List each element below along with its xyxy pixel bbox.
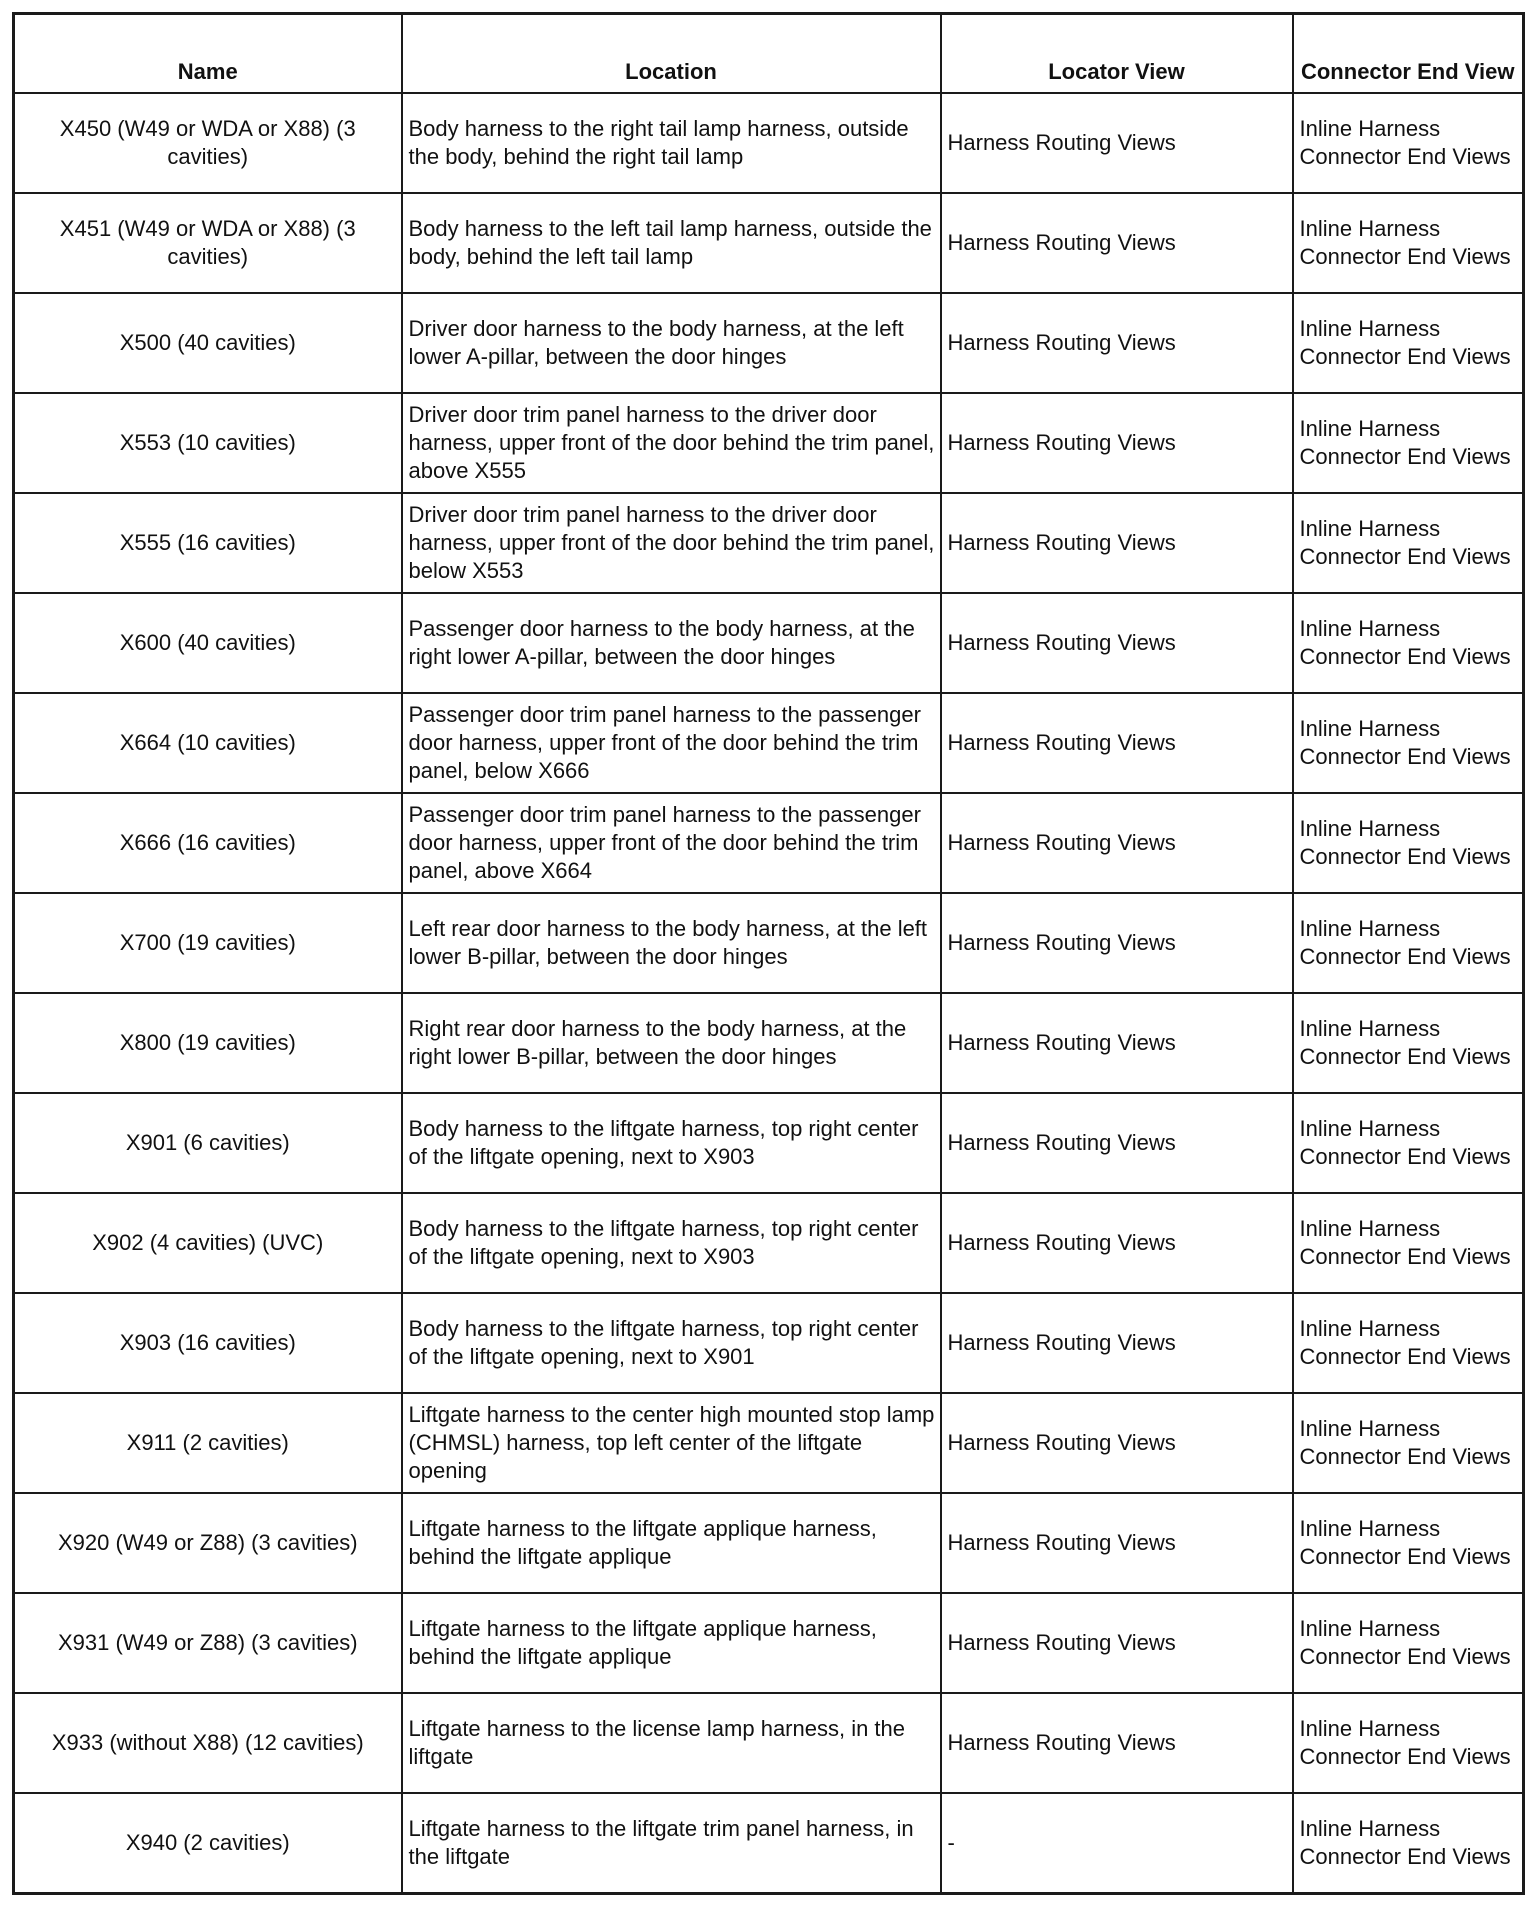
cell-location: Passenger door trim panel harness to the passenger door harness, upper front of the door behind the trim panel, above X664	[402, 793, 941, 893]
cell-locator-view: Harness Routing Views	[941, 1693, 1293, 1793]
table-row	[14, 993, 1524, 1093]
table-row	[14, 1093, 1524, 1193]
cell-name: X903 (16 cavities)	[14, 1293, 402, 1393]
cell-connector-end-view: Inline Harness Connector End Views	[1293, 1393, 1524, 1493]
table-row	[14, 1793, 1524, 1894]
cell-location: Driver door harness to the body harness, at the left lower A-pillar, between the door hinges	[402, 293, 941, 393]
table-row	[14, 1193, 1524, 1293]
table-row	[14, 193, 1524, 293]
cell-locator-view: Harness Routing Views	[941, 93, 1293, 193]
table-row	[14, 693, 1524, 793]
cell-connector-end-view: Inline Harness Connector End Views	[1293, 693, 1524, 793]
cell-locator-view: Harness Routing Views	[941, 1293, 1293, 1393]
cell-name: X902 (4 cavities) (UVC)	[14, 1193, 402, 1293]
header-name: Name	[14, 14, 402, 94]
cell-locator-view: Harness Routing Views	[941, 1393, 1293, 1493]
cell-name: X940 (2 cavities)	[14, 1793, 402, 1894]
cell-connector-end-view: Inline Harness Connector End Views	[1293, 493, 1524, 593]
cell-locator-view: Harness Routing Views	[941, 1493, 1293, 1593]
cell-location: Passenger door trim panel harness to the passenger door harness, upper front of the door behind the trim panel, below X666	[402, 693, 941, 793]
table-row	[14, 1393, 1524, 1493]
table-row	[14, 793, 1524, 893]
header-connector-end-view: Connector End View	[1293, 14, 1524, 94]
cell-name: X920 (W49 or Z88) (3 cavities)	[14, 1493, 402, 1593]
table-row	[14, 93, 1524, 193]
cell-connector-end-view: Inline Harness Connector End Views	[1293, 1693, 1524, 1793]
cell-name: X500 (40 cavities)	[14, 293, 402, 393]
cell-name: X451 (W49 or WDA or X88) (3 cavities)	[14, 193, 402, 293]
cell-connector-end-view: Inline Harness Connector End Views	[1293, 1593, 1524, 1693]
header-locator-view: Locator View	[941, 14, 1293, 94]
header-location: Location	[402, 14, 941, 94]
cell-locator-view: Harness Routing Views	[941, 1593, 1293, 1693]
cell-connector-end-view: Inline Harness Connector End Views	[1293, 1293, 1524, 1393]
cell-name: X911 (2 cavities)	[14, 1393, 402, 1493]
cell-location: Driver door trim panel harness to the driver door harness, upper front of the door behind the trim panel, below X553	[402, 493, 941, 593]
cell-connector-end-view: Inline Harness Connector End Views	[1293, 1793, 1524, 1894]
cell-name: X664 (10 cavities)	[14, 693, 402, 793]
cell-connector-end-view: Inline Harness Connector End Views	[1293, 393, 1524, 493]
table-row	[14, 593, 1524, 693]
cell-location: Passenger door harness to the body harness, at the right lower A-pillar, between the door hinges	[402, 593, 941, 693]
cell-name: X901 (6 cavities)	[14, 1093, 402, 1193]
cell-connector-end-view: Inline Harness Connector End Views	[1293, 293, 1524, 393]
cell-location: Right rear door harness to the body harness, at the right lower B-pillar, between the door hinges	[402, 993, 941, 1093]
cell-name: X933 (without X88) (12 cavities)	[14, 1693, 402, 1793]
cell-location: Liftgate harness to the center high mounted stop lamp (CHMSL) harness, top left center of the liftgate opening	[402, 1393, 941, 1493]
cell-locator-view: -	[941, 1793, 1293, 1894]
cell-location: Body harness to the liftgate harness, top right center of the liftgate opening, next to X901	[402, 1293, 941, 1393]
table-row	[14, 893, 1524, 993]
table-row	[14, 1593, 1524, 1693]
cell-locator-view: Harness Routing Views	[941, 193, 1293, 293]
cell-name: X931 (W49 or Z88) (3 cavities)	[14, 1593, 402, 1693]
cell-connector-end-view: Inline Harness Connector End Views	[1293, 1093, 1524, 1193]
cell-connector-end-view: Inline Harness Connector End Views	[1293, 993, 1524, 1093]
cell-connector-end-view: Inline Harness Connector End Views	[1293, 1193, 1524, 1293]
cell-name: X450 (W49 or WDA or X88) (3 cavities)	[14, 93, 402, 193]
table-row	[14, 493, 1524, 593]
cell-location: Liftgate harness to the liftgate applique harness, behind the liftgate applique	[402, 1493, 941, 1593]
cell-connector-end-view: Inline Harness Connector End Views	[1293, 593, 1524, 693]
cell-location: Liftgate harness to the liftgate trim panel harness, in the liftgate	[402, 1793, 941, 1894]
connector-table	[12, 12, 1525, 1895]
cell-location: Liftgate harness to the liftgate applique harness, behind the liftgate applique	[402, 1593, 941, 1693]
table-row	[14, 1293, 1524, 1393]
cell-location: Body harness to the liftgate harness, top right center of the liftgate opening, next to X903	[402, 1093, 941, 1193]
cell-locator-view: Harness Routing Views	[941, 793, 1293, 893]
cell-locator-view: Harness Routing Views	[941, 293, 1293, 393]
cell-name: X553 (10 cavities)	[14, 393, 402, 493]
cell-locator-view: Harness Routing Views	[941, 1193, 1293, 1293]
cell-connector-end-view: Inline Harness Connector End Views	[1293, 893, 1524, 993]
cell-location: Left rear door harness to the body harness, at the left lower B-pillar, between the door hinges	[402, 893, 941, 993]
table-row	[14, 1493, 1524, 1593]
cell-name: X700 (19 cavities)	[14, 893, 402, 993]
cell-connector-end-view: Inline Harness Connector End Views	[1293, 793, 1524, 893]
cell-connector-end-view: Inline Harness Connector End Views	[1293, 93, 1524, 193]
cell-name: X555 (16 cavities)	[14, 493, 402, 593]
cell-location: Body harness to the right tail lamp harness, outside the body, behind the right tail lamp	[402, 93, 941, 193]
table-row	[14, 393, 1524, 493]
cell-name: X666 (16 cavities)	[14, 793, 402, 893]
cell-locator-view: Harness Routing Views	[941, 693, 1293, 793]
table-row	[14, 293, 1524, 393]
cell-location: Body harness to the left tail lamp harness, outside the body, behind the left tail lamp	[402, 193, 941, 293]
cell-locator-view: Harness Routing Views	[941, 593, 1293, 693]
cell-name: X600 (40 cavities)	[14, 593, 402, 693]
cell-locator-view: Harness Routing Views	[941, 393, 1293, 493]
table-row	[14, 1693, 1524, 1793]
cell-name: X800 (19 cavities)	[14, 993, 402, 1093]
cell-locator-view: Harness Routing Views	[941, 893, 1293, 993]
cell-locator-view: Harness Routing Views	[941, 993, 1293, 1093]
cell-locator-view: Harness Routing Views	[941, 493, 1293, 593]
cell-locator-view: Harness Routing Views	[941, 1093, 1293, 1193]
cell-location: Liftgate harness to the license lamp harness, in the liftgate	[402, 1693, 941, 1793]
cell-location: Driver door trim panel harness to the driver door harness, upper front of the door behind the trim panel, above X555	[402, 393, 941, 493]
cell-connector-end-view: Inline Harness Connector End Views	[1293, 193, 1524, 293]
cell-connector-end-view: Inline Harness Connector End Views	[1293, 1493, 1524, 1593]
cell-location: Body harness to the liftgate harness, top right center of the liftgate opening, next to X903	[402, 1193, 941, 1293]
header-row	[14, 14, 1524, 94]
